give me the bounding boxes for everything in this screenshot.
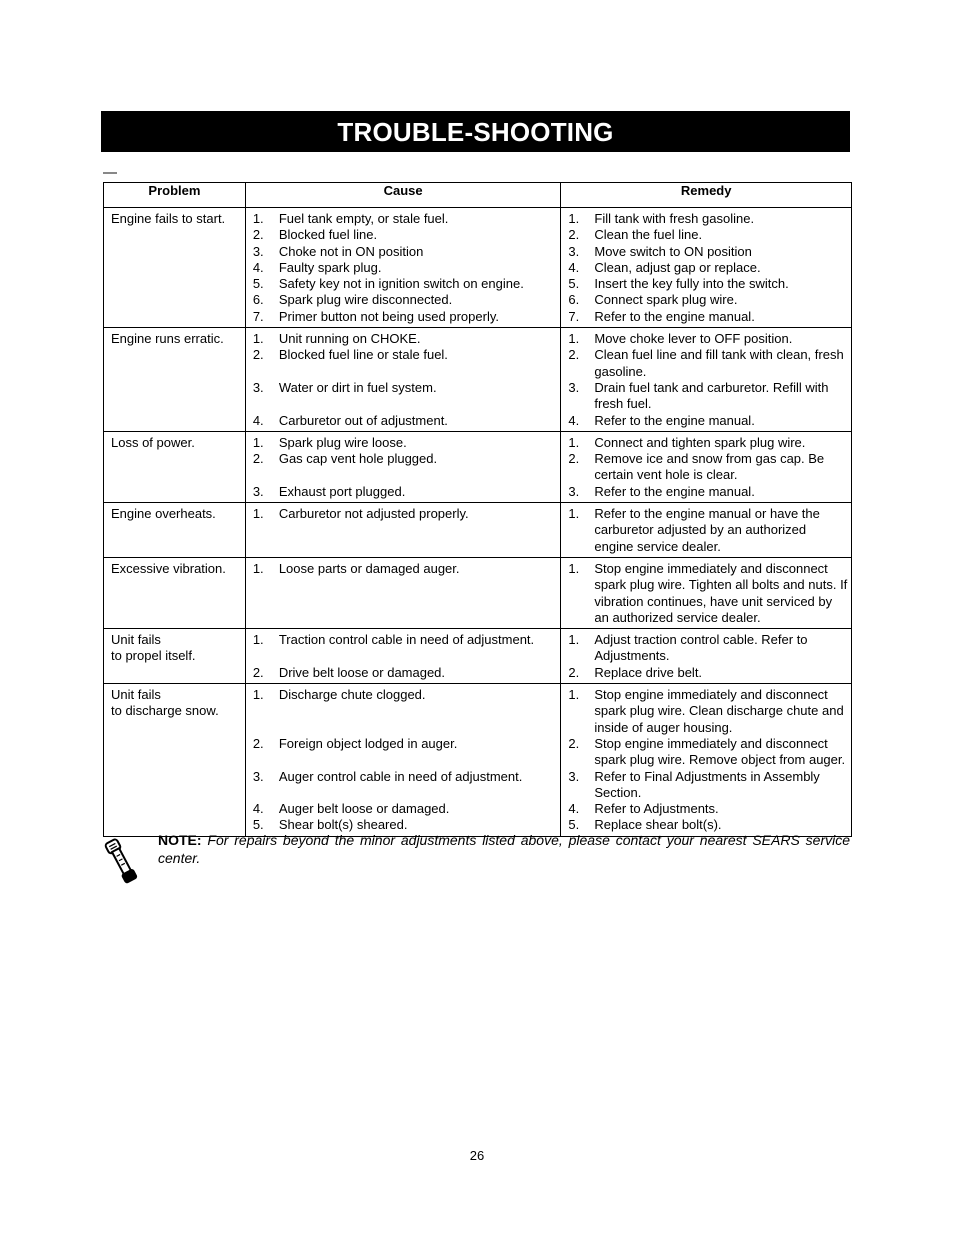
item-number: 3. (252, 379, 264, 395)
remedy-line (561, 801, 851, 817)
item-number: 4. (252, 259, 264, 275)
cause-line (246, 801, 561, 817)
problem-text: Engine runs erratic. (111, 331, 224, 347)
troubleshooting-table (103, 182, 852, 837)
item-text (279, 467, 561, 483)
cause-line (246, 347, 561, 363)
remedy-line (561, 435, 851, 451)
item-number: 2. (252, 347, 264, 363)
item-text: Drive belt loose or damaged. (278, 664, 446, 680)
item-number: 6. (568, 292, 580, 308)
item-text: Replace shear bolt(s). (594, 817, 722, 833)
cause-line (246, 276, 561, 292)
cause-cell (245, 208, 561, 328)
item-number: 1. (568, 434, 580, 450)
cause-line (246, 244, 561, 260)
remedy-line (561, 720, 851, 736)
remedy-line (561, 484, 851, 500)
item-text: Gas cap vent hole plugged. (278, 451, 438, 467)
remedy-cell (561, 629, 852, 684)
item-number: 1. (568, 632, 580, 648)
cause-line (246, 364, 561, 380)
remedy-line (561, 610, 851, 626)
item-text: Refer to the engine manual or have the (594, 506, 820, 522)
table-row (104, 328, 852, 432)
item-number (561, 539, 594, 555)
remedy-line (561, 244, 851, 260)
cause-cell (245, 629, 561, 684)
remedy-line (561, 687, 851, 703)
item-number: 5. (568, 276, 580, 292)
page-title: TROUBLE-SHOOTING (337, 117, 614, 147)
problem-cell (104, 557, 246, 628)
item-text (279, 364, 561, 380)
item-number (246, 752, 279, 768)
remedy-cell (561, 557, 852, 628)
remedy-line (561, 665, 851, 681)
item-text (279, 396, 561, 412)
item-number: 1. (568, 331, 580, 347)
item-text: Refer to Final Adjustments in Assembly (594, 768, 820, 784)
remedy-line (561, 227, 851, 243)
item-number: 1. (568, 506, 580, 522)
item-number (561, 577, 594, 593)
table-header-row (104, 183, 852, 208)
cause-line (246, 632, 561, 648)
item-number: 2. (568, 451, 580, 467)
item-number: 2. (252, 664, 264, 680)
item-number (561, 610, 594, 626)
remedy-line (561, 632, 851, 648)
header-problem: Problem (104, 183, 246, 208)
item-text: Refer to Adjustments. (594, 801, 719, 817)
item-number: 2. (252, 735, 264, 751)
item-text: Shear bolt(s) sheared. (278, 817, 408, 833)
problem-text: Unit fails (111, 687, 161, 703)
remedy-line (561, 539, 851, 555)
header-remedy: Remedy (561, 183, 852, 208)
item-text: Traction control cable in need of adjustment. (278, 632, 535, 648)
item-text: gasoline. (594, 363, 647, 379)
item-text: Discharge chute clogged. (278, 687, 426, 703)
item-number: 1. (568, 687, 580, 703)
remedy-line (561, 769, 851, 785)
cause-line (246, 260, 561, 276)
item-number (561, 364, 594, 380)
item-number: 3. (568, 483, 580, 499)
remedy-line (561, 506, 851, 522)
item-text: Drain fuel tank and carburetor. Refill with (594, 379, 829, 395)
remedy-line (561, 211, 851, 227)
item-number: 1. (252, 434, 264, 450)
item-text (279, 752, 561, 768)
remedy-cell (561, 503, 852, 558)
item-number: 3. (568, 768, 580, 784)
item-text: Faulty spark plug. (278, 259, 382, 275)
item-number: 5. (252, 276, 264, 292)
item-number (246, 467, 279, 483)
item-number: 5. (568, 817, 580, 833)
item-text: Safety key not in ignition switch on engine. (278, 276, 524, 292)
cause-line (246, 331, 561, 347)
cause-line (246, 720, 561, 736)
item-text: Blocked fuel line. (278, 227, 378, 243)
item-text: Fuel tank empty, or stale fuel. (278, 211, 449, 226)
cause-line (246, 665, 561, 681)
cause-line (246, 309, 561, 325)
repair-note (158, 831, 850, 867)
item-text: vibration continues, have unit serviced by (594, 593, 833, 609)
item-text: Stop engine immediately and disconnect (594, 735, 828, 751)
item-text: carburetor adjusted by an authorized (594, 522, 807, 538)
cause-line (246, 785, 561, 801)
problem-cell (104, 629, 246, 684)
remedy-line (561, 577, 851, 593)
item-text: an authorized service dealer. (594, 609, 761, 625)
table-body (104, 208, 852, 837)
item-text: Remove ice and snow from gas cap. Be (594, 451, 825, 467)
cause-line (246, 451, 561, 467)
problem-text: Loss of power. (111, 434, 195, 450)
table-row (104, 684, 852, 837)
problem-text: Excessive vibration. (111, 560, 226, 576)
cause-line (246, 413, 561, 429)
remedy-line (561, 522, 851, 538)
item-text (279, 648, 561, 664)
remedy-line (561, 380, 851, 396)
problem-text: Engine overheats. (111, 506, 216, 522)
item-text: Stop engine immediately and disconnect (594, 687, 828, 703)
item-text: Carburetor out of adjustment. (278, 412, 448, 428)
item-number (246, 396, 279, 412)
cause-line (246, 292, 561, 308)
item-text: Auger belt loose or damaged. (278, 801, 450, 817)
cause-line (246, 227, 561, 243)
problem-cell (104, 328, 246, 432)
item-text: spark plug wire. Tighten all bolts and nuts. If (594, 577, 848, 593)
item-number (561, 720, 594, 736)
item-text (279, 703, 561, 719)
item-text: Move switch to ON position (594, 243, 752, 259)
item-text: Fill tank with fresh gasoline. (594, 211, 755, 226)
item-number: 1. (252, 632, 264, 648)
item-number (561, 467, 594, 483)
item-number: 1. (252, 560, 264, 576)
problem-text: to propel itself. (111, 648, 196, 664)
remedy-line (561, 561, 851, 577)
item-text: spark plug wire. Remove object from auger. (594, 752, 846, 768)
item-number (246, 720, 279, 736)
item-text: Blocked fuel line or stale fuel. (278, 347, 448, 363)
item-text: Carburetor not adjusted properly. (278, 506, 469, 522)
item-text: certain vent hole is clear. (594, 467, 738, 483)
item-number (246, 703, 279, 719)
table-row (104, 629, 852, 684)
cause-line (246, 687, 561, 703)
item-text: Section. (594, 784, 642, 800)
telephone-handset-icon (103, 834, 149, 890)
remedy-line (561, 736, 851, 752)
remedy-cell (561, 431, 852, 502)
item-text: Loose parts or damaged auger. (278, 560, 460, 576)
remedy-line (561, 364, 851, 380)
item-text: spark plug wire. Clean discharge chute and (594, 703, 844, 719)
problem-cell (104, 431, 246, 502)
remedy-line (561, 413, 851, 429)
item-number: 2. (252, 451, 264, 467)
item-text: Auger control cable in need of adjustment. (278, 768, 523, 784)
remedy-cell (561, 208, 852, 328)
problem-cell (104, 503, 246, 558)
remedy-line (561, 331, 851, 347)
item-number (561, 594, 594, 610)
item-text: Insert the key fully into the switch. (594, 276, 789, 292)
cause-cell (245, 557, 561, 628)
item-text (279, 720, 561, 736)
item-number: 7. (252, 308, 264, 324)
item-number: 4. (568, 801, 580, 817)
header-cause: Cause (245, 183, 561, 208)
item-text: Adjustments. (594, 648, 670, 664)
cause-line (246, 561, 561, 577)
item-text: Stop engine immediately and disconnect (594, 560, 828, 576)
item-number: 4. (568, 412, 580, 428)
item-text: Spark plug wire loose. (278, 434, 407, 450)
cause-cell (245, 328, 561, 432)
remedy-line (561, 785, 851, 801)
remedy-line (561, 276, 851, 292)
item-text: Clean, adjust gap or replace. (594, 259, 761, 275)
cause-cell (245, 431, 561, 502)
item-number: 3. (252, 768, 264, 784)
cause-line (246, 396, 561, 412)
item-text: Spark plug wire disconnected. (278, 292, 453, 308)
cause-cell (245, 503, 561, 558)
item-number: 6. (252, 292, 264, 308)
item-number: 2. (568, 735, 580, 751)
item-text: Connect and tighten spark plug wire. (594, 434, 806, 450)
item-number: 1. (252, 687, 264, 703)
item-number (246, 648, 279, 664)
item-number: 3. (252, 483, 264, 499)
item-text: Foreign object lodged in auger. (278, 735, 458, 751)
item-text: Exhaust port plugged. (278, 483, 406, 499)
item-number: 5. (252, 817, 264, 833)
item-text (279, 785, 561, 801)
page-number: 26 (469, 1148, 485, 1163)
item-number: 3. (568, 379, 580, 395)
item-number: 4. (568, 259, 580, 275)
item-number (246, 364, 279, 380)
item-text: Connect spark plug wire. (594, 292, 738, 308)
remedy-line (561, 396, 851, 412)
table-row (104, 557, 852, 628)
remedy-line (561, 752, 851, 768)
cause-line (246, 506, 561, 522)
problem-text: Unit fails (111, 632, 161, 648)
problem-cell (104, 684, 246, 837)
item-text: Water or dirt in fuel system. (278, 379, 437, 395)
item-text: Refer to the engine manual. (594, 483, 755, 499)
item-text: inside of auger housing. (594, 719, 733, 735)
cause-line (246, 484, 561, 500)
table-row (104, 208, 852, 328)
item-number (561, 703, 594, 719)
item-number: 2. (568, 347, 580, 363)
item-number: 1. (252, 331, 264, 347)
item-number: 7. (568, 308, 580, 324)
cause-line (246, 211, 561, 227)
cause-line (246, 703, 561, 719)
item-text: fresh fuel. (594, 396, 652, 412)
remedy-line (561, 703, 851, 719)
item-text: Move choke lever to OFF position. (594, 331, 793, 347)
item-number: 1. (568, 211, 580, 226)
item-number: 4. (252, 412, 264, 428)
remedy-line (561, 309, 851, 325)
item-text: Choke not in ON position (278, 243, 424, 259)
item-text: Refer to the engine manual. (594, 308, 755, 324)
item-number (561, 648, 594, 664)
title-banner (101, 111, 850, 152)
remedy-line (561, 260, 851, 276)
note-label: NOTE: (158, 832, 202, 848)
item-number: 1. (568, 560, 580, 576)
item-number (561, 785, 594, 801)
problem-text: to discharge snow. (111, 703, 219, 719)
cause-line (246, 648, 561, 664)
item-number (561, 752, 594, 768)
cause-line (246, 736, 561, 752)
item-text: Replace drive belt. (594, 664, 703, 680)
remedy-cell (561, 684, 852, 837)
item-number: 4. (252, 801, 264, 817)
cause-line (246, 467, 561, 483)
remedy-line (561, 648, 851, 664)
problem-cell (104, 208, 246, 328)
item-number (561, 396, 594, 412)
item-number: 2. (252, 227, 264, 243)
item-number: 2. (568, 227, 580, 243)
cause-line (246, 752, 561, 768)
note-text: For repairs beyond the minor adjustments listed above, please contact your nearest SEARS service center. (158, 832, 851, 866)
problem-text: Engine fails to start. (111, 211, 226, 226)
item-text: Unit running on CHOKE. (278, 331, 421, 347)
cause-line (246, 380, 561, 396)
item-number (561, 522, 594, 538)
remedy-line (561, 594, 851, 610)
remedy-line (561, 467, 851, 483)
cause-line (246, 435, 561, 451)
item-text: Clean fuel line and fill tank with clean, fresh (594, 347, 844, 363)
table-row (104, 503, 852, 558)
remedy-line (561, 347, 851, 363)
item-number: 3. (568, 243, 580, 259)
remedy-cell (561, 328, 852, 432)
item-text: Primer button not being used properly. (278, 308, 499, 324)
item-number: 2. (568, 664, 580, 680)
item-number (246, 785, 279, 801)
item-text: engine service dealer. (594, 538, 721, 554)
item-text: Adjust traction control cable. Refer to (594, 632, 808, 648)
cause-line (246, 769, 561, 785)
remedy-line (561, 292, 851, 308)
remedy-line (561, 451, 851, 467)
cause-cell (245, 684, 561, 837)
table-row (104, 431, 852, 502)
item-text: Clean the fuel line. (594, 227, 703, 243)
item-text: Refer to the engine manual. (594, 412, 755, 428)
item-number: 1. (252, 211, 264, 226)
figure-reference-mark (103, 172, 117, 174)
item-number: 3. (252, 243, 264, 259)
item-number: 1. (252, 506, 264, 522)
